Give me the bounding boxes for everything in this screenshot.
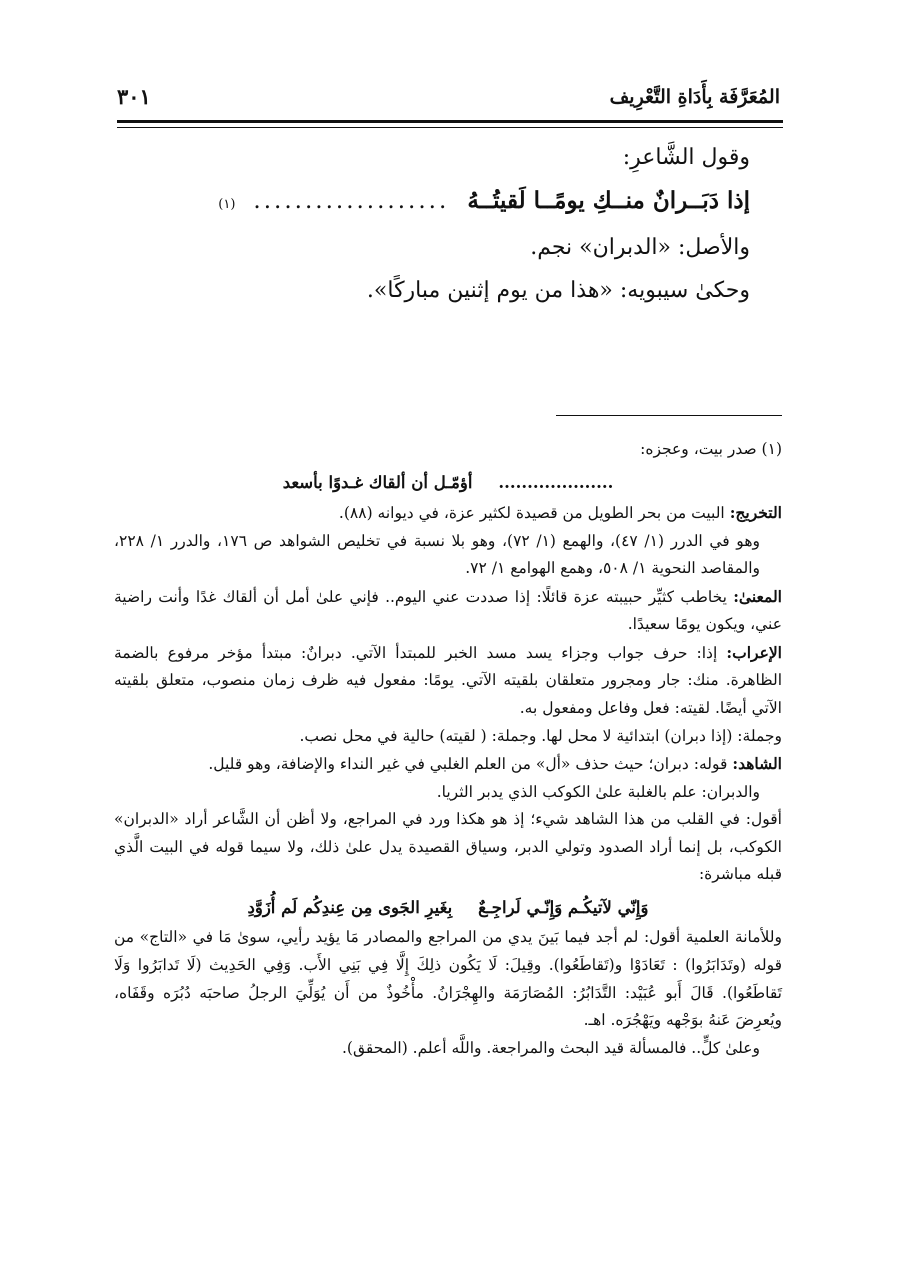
maana-text: يخاطب كثيِّر حبيبته عزة قائلًا: إذا صددت عني اليوم.. فإني علىٰ أمل أن ألقاك غدًا وأنت راضية عني، ويكون يومًا سعيدًا. xyxy=(114,587,782,634)
irab-text: إذا: حرف جواب وجزاء يسد مسد الخبر للمبتدأ الآتي. دبرانٌ: مبتدأ مؤخر مرفوع بالضمة الظاهرة. منك: جار ومجرور متعلقان بلقيته الآتي. يومًا: مفعول فيه ظرف زمان منصوب، متعلق بلقيته الآتي أيضًا. لقيته: فعل وفاعل ومفعول به. xyxy=(114,643,782,717)
page-number: ٣٠١ xyxy=(117,84,151,109)
footnote-reference[interactable]: (١) xyxy=(218,197,236,213)
footnote-verse xyxy=(114,468,782,497)
footnote-verse-second: أؤمّـل أن ألقاك غـدوًا بأسعد xyxy=(282,472,473,492)
footnote-separator xyxy=(556,415,782,416)
main-text xyxy=(110,140,750,316)
maana-label: المعنىٰ: xyxy=(733,586,782,606)
irab-label: الإعراب: xyxy=(726,642,782,662)
footnotes xyxy=(114,436,782,1062)
jumla-line: وجملة: (إذا دبران) ابتدائية لا محل لها. وجملة: ( لقيته) حالية في محل نصب. xyxy=(299,726,782,745)
footnote-verse-2 xyxy=(114,893,782,922)
takhrij-text: البيت من بحر الطويل من قصيدة لكثير عزة، في ديوانه (٨٨). xyxy=(338,503,725,522)
main-verse xyxy=(110,183,750,220)
takhrij-paragraph xyxy=(114,499,782,528)
aqulu-paragraph: أقول: في القلب من هذا الشاهد شيء؛ إذ هو هكذا ورد في المراجع، ولا أظن أن الشَّاعر أراد «الدبران» الكوكب، بل إنما أراد الصدود وتولي الدبر، وسياق القصيدة يدل علىٰ ذلك، ولا سيما قوله في البيت الَّذي قبله مباشرة: xyxy=(114,810,782,884)
sibawayh-line: وحكىٰ سيبويه: «هذا من يوم إثنين مباركًا». xyxy=(366,278,750,304)
main-verse-hemistich: إذا دَبَــرانٌ منــكِ يومًــا لَقيتُــهُ xyxy=(467,187,750,215)
poet-intro: وقول الشَّاعرِ: xyxy=(622,145,750,170)
maana-paragraph xyxy=(114,583,782,639)
header-rule-thin xyxy=(117,127,783,128)
closing-line: وعلىٰ كلٍّ.. فالمسألة قيد البحث والمراجعة. واللَّه أعلم. (المحقق). xyxy=(341,1038,760,1057)
irab-paragraph xyxy=(114,639,782,723)
shahid-paragraph xyxy=(114,750,782,779)
takhrij-label: التخريج: xyxy=(729,502,782,522)
takhrij-continuation: وهو في الدرر (١/ ٤٧)، والهمع (١/ ٧٢)، وهو بلا نسبة في تخليص الشواهد ص ١٧٦، والدرر ١/ ٢٢٨، والمقاصد النحوية ١/ ٥٠٨، وهمع الهوامع ١/ ٧٢. xyxy=(114,531,760,578)
footnote-verse-2-second: بِغَيرِ الجَوى مِن عِندِكُم لَم أُزَوَّدِ xyxy=(247,898,453,918)
asl-line: والأصل: «الدبران» نجم. xyxy=(530,234,750,260)
footnote-intro: (١) صدر بيت، وعجزه: xyxy=(640,440,782,458)
running-title: المُعَرَّفَة بِأَدَاةِ التَّعْرِيف xyxy=(609,86,780,108)
dabaran-line: والدبران: علم بالغلبة علىٰ الكوكب الذي يدبر الثريا. xyxy=(436,782,760,801)
amana-paragraph: وللأمانة العلمية أقول: لم أجد فيما بَينَ يدي من المراجع والمصادر مَا يؤيد رأيي، سوىٰ مَا في «التاج» من قوله (وتَدَابَرُوا) : تَعَادَوْا و(تَقاطَعُوا). وقِيلَ: لَا يَكُون ذلِكَ إِلَّا فِي بَنِي الأَب. وَفِي الحَدِيث (لَا تَدابَرُوا وَلَا تَقاطَعُوا). قَالَ أَبو عُبَيْد: التَّدَابُرُ: المُصَارَمَة والهِجْرَانُ. مأْخُوذٌ من أَن يُوَلِّيَ الرجلُ صاحبَه دُبُرَه وقَفَاه، ويُعرِضَ عَنهُ بوَجْهه ويَهْجُرَه. اهـ. xyxy=(114,928,782,1030)
shahid-label: الشاهد: xyxy=(732,754,782,774)
shahid-text: قوله: دبران؛ حيث حذف «أل» من العلم الغلبي في غير النداء والإضافة، وهو قليل. xyxy=(208,755,728,774)
footnote-verse-2-first: وَإِنّي لآتيكُـم وَإِنّـي لَراجِـعٌ xyxy=(478,898,649,918)
header-rule-thick xyxy=(117,120,783,123)
main-verse-dots: ................... xyxy=(253,188,450,215)
footnote-verse-dots: .................... xyxy=(498,472,614,492)
